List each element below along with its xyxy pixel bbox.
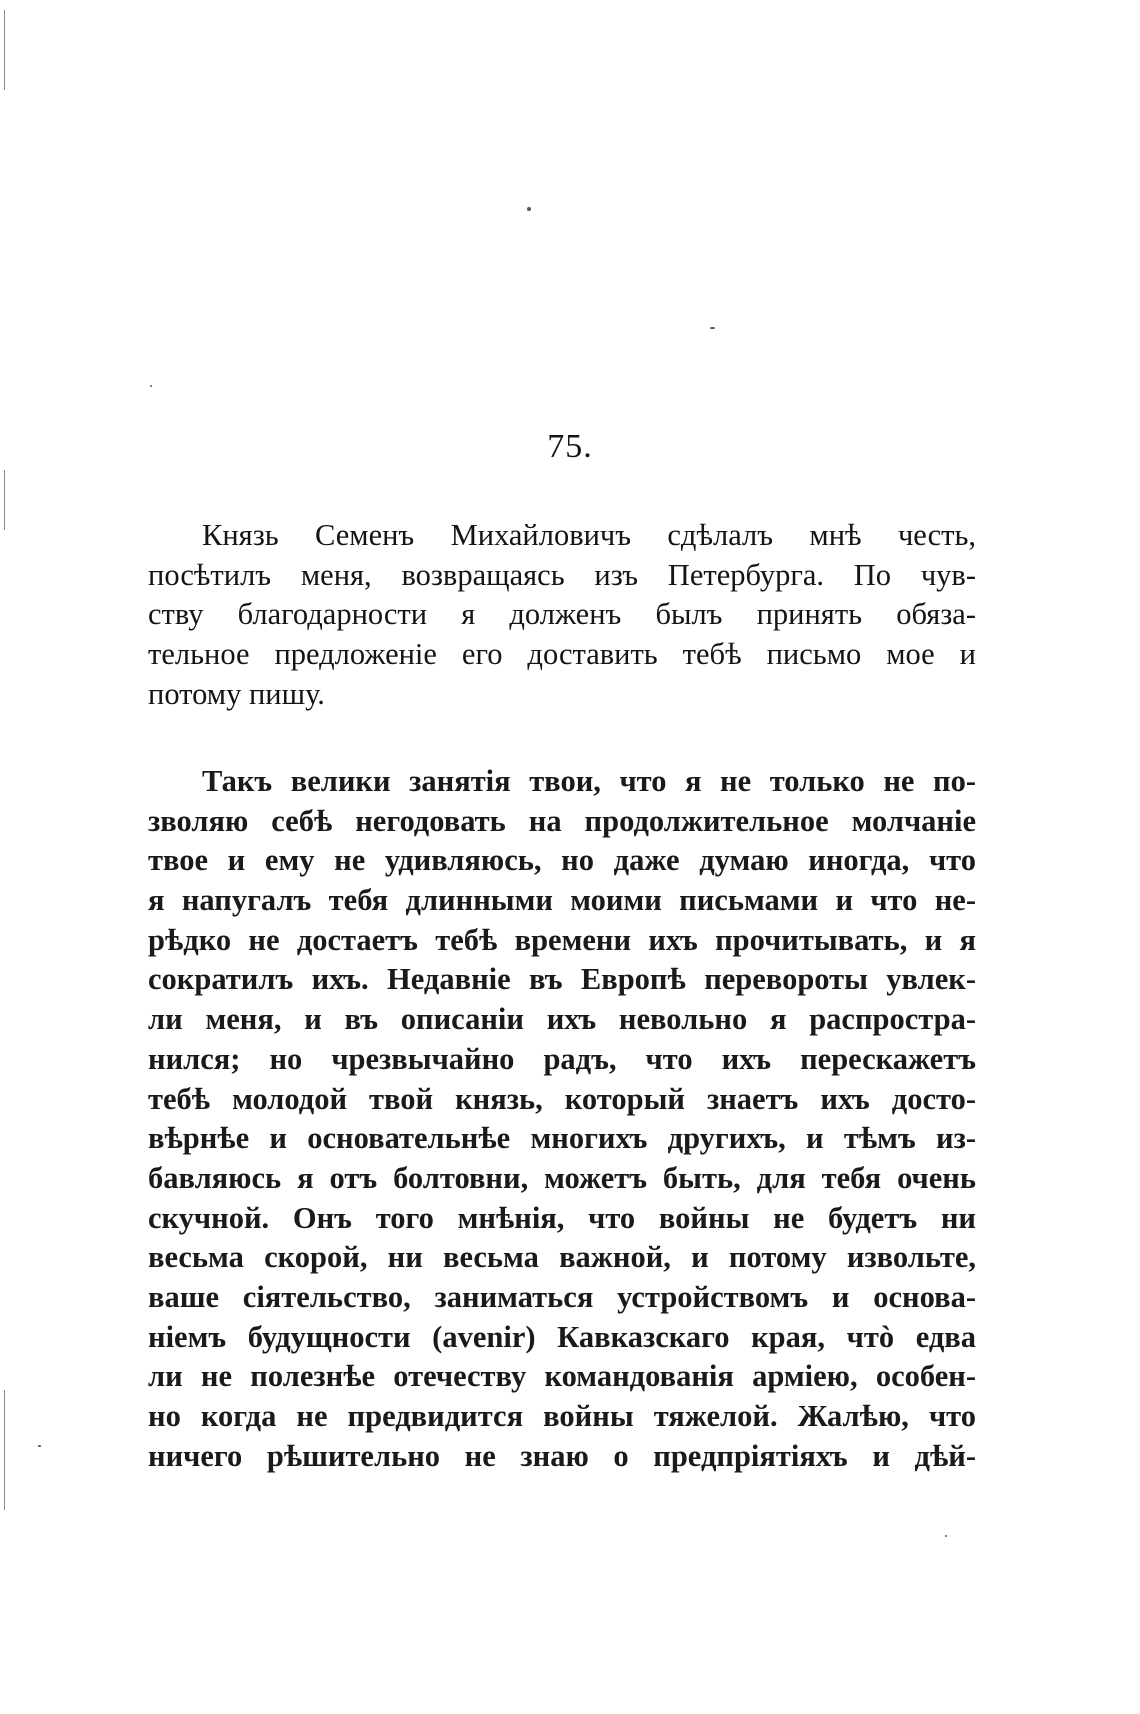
text-line: зволяю себѣ негодовать на продолжительное молчаніе: [148, 803, 976, 838]
scan-speck: [527, 207, 531, 211]
text-line: бавляюсь я отъ болтовни, можетъ быть, для тебя очень: [148, 1160, 976, 1195]
text-line: посѣтилъ меня, возвращаясь изъ Петербурга. По чув-: [148, 557, 976, 592]
letter-number: 75.: [547, 428, 593, 465]
text-line: вѣрнѣе и основательнѣе многихъ другихъ, и тѣмъ из-: [148, 1121, 976, 1156]
text-line: нился; но чрезвычайно радъ, что ихъ перескажетъ: [148, 1041, 976, 1076]
text-line: твое и ему не удивляюсь, но даже думаю иногда, что: [148, 843, 976, 878]
text-line: Князь Семенъ Михайловичъ сдѣлалъ мнѣ честь,: [202, 518, 976, 552]
text-line: ваше сіятельство, заниматься устройствомъ и основа-: [148, 1279, 976, 1314]
scan-edge-mark-bottom: [4, 1390, 5, 1510]
text-line: я напугалъ тебя длинными моими письмами и что не-: [148, 883, 976, 918]
text-line: рѣдко не достаетъ тебѣ времени ихъ прочитывать, и я: [148, 922, 976, 957]
text-line: но когда не предвидится войны тяжелой. Жалѣю, что: [148, 1399, 976, 1433]
text-line: потому пишу.: [148, 676, 325, 711]
text-line: скучной. Онъ того мнѣнія, что войны не будетъ ни: [148, 1200, 976, 1235]
scan-edge-mark-top: [4, 10, 5, 90]
text-line: тельное предложеніе его доставить тебѣ письмо мое и: [148, 637, 976, 672]
text-line: тебѣ молодой твой князь, который знаетъ ихъ досто-: [148, 1081, 976, 1116]
text-line: ли меня, и въ описаніи ихъ невольно я распростра-: [148, 1002, 976, 1037]
paragraph-1: [148, 516, 976, 714]
paragraph-2: [148, 762, 976, 1476]
text-line: весьма скорой, ни весьма важной, и потому извольте,: [148, 1240, 976, 1275]
scan-speck: [38, 1445, 41, 1447]
text-line: ли не полезнѣе отечеству командованія арміею, особен-: [148, 1359, 976, 1394]
text-line: ніемъ будущности (avenir) Кавказскаго края, чтò едва: [148, 1319, 976, 1354]
scan-edge-mark-middle: [4, 470, 5, 530]
text-line: ству благодарности я долженъ былъ принять обяза-: [148, 597, 976, 632]
text-line: ничего рѣшительно не знаю о предпріятіяхъ и дѣй-: [148, 1438, 976, 1473]
scan-speck: [710, 327, 715, 329]
scan-speck: [945, 1535, 947, 1537]
text-line: Такъ велики занятія твои, что я не только не по-: [202, 764, 976, 798]
scan-speck: [150, 385, 152, 387]
text-line: сократилъ ихъ. Недавніе въ Европѣ перевороты увлек-: [148, 962, 976, 997]
